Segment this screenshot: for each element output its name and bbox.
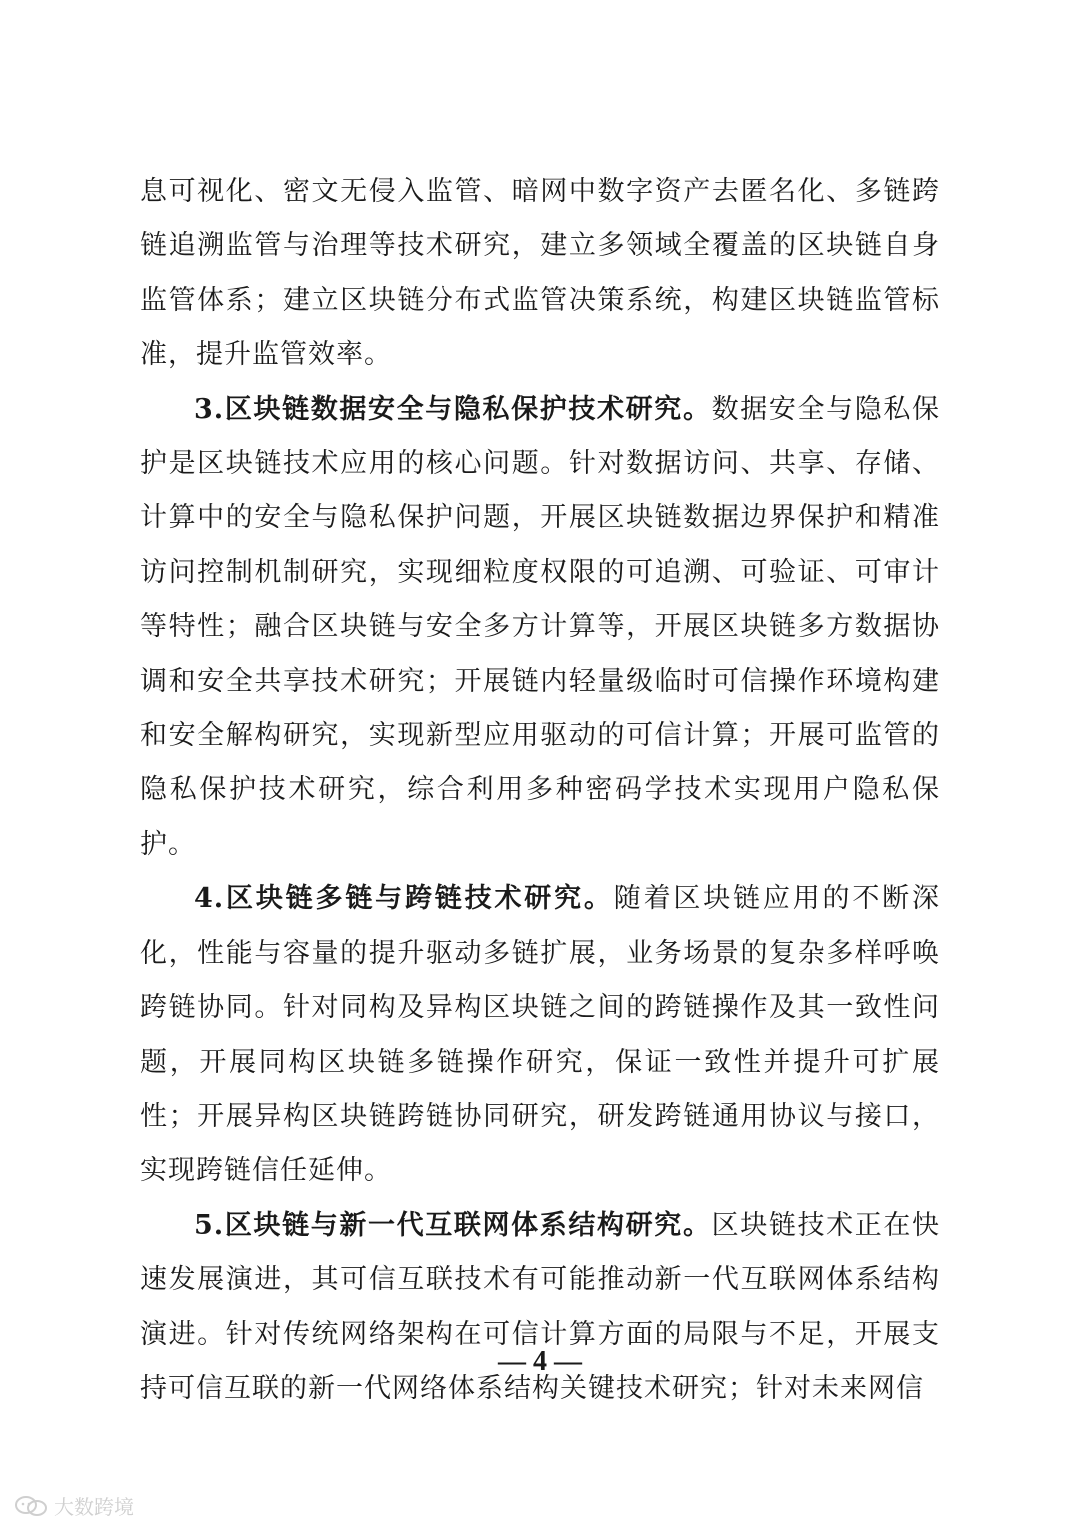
- paragraph-text: 区块链技术正在快速发展演进，其可信互联技术有可能推动新一代互联网体系结构演进。针对传统网络架构在可信计算方面的局限与不足，开展支持可信互联的新一代网络体系结构关键技术研究；针对未来网信: [140, 1209, 941, 1404]
- watermark-text: 大数跨境: [54, 1495, 134, 1519]
- section-heading: 4.区块链多链与跨链技术研究。: [194, 883, 614, 915]
- paragraph-section-4: [140, 872, 940, 1198]
- document-body: [140, 165, 940, 1416]
- section-heading: 5.区块链与新一代互联网体系结构研究。: [194, 1209, 712, 1241]
- paragraph-text: 息可视化、密文无侵入监管、暗网中数字资产去匿名化、多链跨链追溯监管与治理等技术研究，建立多领域全覆盖的区块链自身监管体系；建立区块链分布式监管决策系统，构建区块链监管标准，提升监管效率。: [140, 176, 940, 371]
- paragraph-section-5: [140, 1199, 940, 1417]
- page-number: — 4 —: [498, 1346, 582, 1377]
- paragraph-continued: [140, 165, 940, 383]
- wechat-logo-icon: [14, 1495, 48, 1517]
- section-heading: 3.区块链数据安全与隐私保护技术研究。: [194, 393, 712, 425]
- paragraph-text: 随着区块链应用的不断深化，性能与容量的提升驱动多链扩展，业务场景的复杂多样呼唤跨链协同。针对同构及异构区块链之间的跨链操作及其一致性问题，开展同构区块链多链操作研究，保证一致性并提升可扩展性；开展异构区块链跨链协同研究，研发跨链通用协议与接口，实现跨链信任延伸。: [140, 883, 941, 1187]
- paragraph-text: 数据安全与隐私保护是区块链技术应用的核心问题。针对数据访问、共享、存储、计算中的安全与隐私保护问题，开展区块链数据边界保护和精准访问控制机制研究，实现细粒度权限的可追溯、可验证、可审计等特性；融合区块链与安全多方计算等，开展区块链多方数据协调和安全共享技术研究；开展链内轻量级临时可信操作环境构建和安全解构研究，实现新型应用驱动的可信计算；开展可监管的隐私保护技术研究，综合利用多种密码学技术实现用户隐私保护。: [140, 393, 941, 860]
- watermark: [14, 1491, 134, 1520]
- paragraph-section-3: [140, 383, 940, 873]
